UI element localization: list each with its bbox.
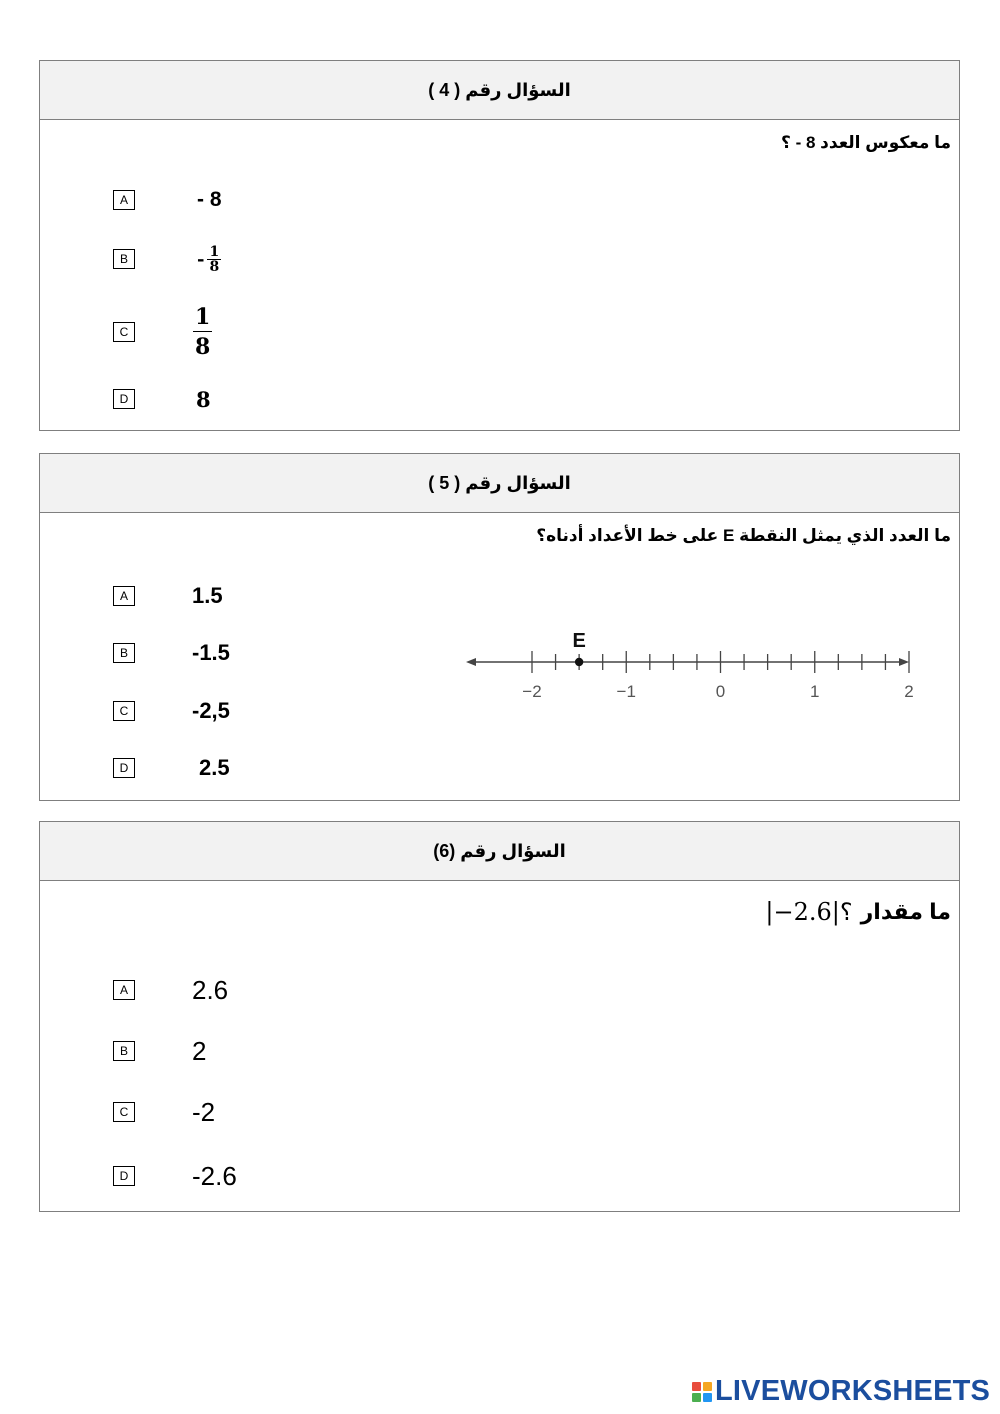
option-letter[interactable]: B	[113, 643, 135, 663]
point-e	[575, 658, 583, 666]
option-d[interactable]	[113, 386, 211, 412]
liveworksheets-logo	[692, 1375, 990, 1408]
question-text	[765, 898, 951, 926]
question-header: السؤال رقم ( 5 )	[40, 454, 959, 513]
fraction-numerator: 1	[209, 243, 220, 260]
option-b[interactable]	[113, 243, 220, 275]
question-text: ما العدد الذي يمثل النقطة E على خط الأعداد أدناه؟	[536, 526, 951, 545]
question-header: السؤال رقم ( 4 )	[40, 61, 959, 120]
option-value: 1.5	[192, 583, 223, 608]
option-value	[197, 245, 221, 274]
option-letter[interactable]: A	[113, 586, 135, 606]
option-letter[interactable]: C	[113, 701, 135, 721]
logo-icon	[692, 1382, 712, 1402]
question-card-6	[39, 821, 960, 1212]
fraction-numerator: 1	[195, 304, 211, 330]
tick-label: 2	[904, 682, 914, 701]
option-a[interactable]	[113, 974, 229, 1005]
question-card-4	[39, 60, 960, 431]
option-value	[193, 306, 212, 358]
option-value: - 8	[197, 188, 222, 211]
option-letter[interactable]: A	[113, 980, 135, 1000]
option-b[interactable]	[113, 640, 230, 666]
option-letter[interactable]: C	[113, 1102, 135, 1122]
option-value: 2.5	[199, 755, 230, 780]
point-e-label: E	[572, 630, 586, 652]
option-value: 2	[192, 1035, 207, 1066]
fraction	[193, 306, 212, 358]
option-a[interactable]	[113, 187, 222, 213]
option-b[interactable]	[113, 1035, 207, 1066]
tick-label: 1	[810, 682, 820, 701]
option-value: -2,5	[192, 698, 230, 723]
arrow-right	[899, 658, 909, 666]
option-value: -2.6	[192, 1160, 237, 1191]
option-c[interactable]	[113, 304, 211, 360]
option-letter[interactable]: A	[113, 190, 135, 210]
option-value: -2	[192, 1096, 216, 1127]
option-value: -1.5	[192, 640, 230, 665]
number-line-labels	[522, 682, 913, 701]
option-letter[interactable]: B	[113, 1041, 135, 1061]
option-letter[interactable]: C	[113, 322, 135, 342]
tick-label: 0	[715, 682, 726, 701]
question-prefix: ما مقدار	[860, 899, 951, 924]
fraction-denominator: 8	[193, 331, 212, 358]
question-card-5	[39, 453, 960, 801]
question-text: ما معكوس العدد 8 - ؟	[781, 133, 951, 152]
minus-sign: -	[197, 248, 205, 270]
question-header: السؤال رقم (6)	[40, 822, 959, 881]
fraction	[207, 245, 221, 274]
option-c[interactable]	[113, 698, 230, 724]
option-c[interactable]	[113, 1096, 216, 1127]
option-letter[interactable]: D	[113, 758, 135, 778]
number-line	[460, 619, 920, 719]
logo-text: LIVEWORKSHEETS	[715, 1375, 991, 1407]
question-expression: |−2.6|؟	[765, 898, 853, 926]
option-letter[interactable]: D	[113, 1166, 135, 1186]
tick-label: −2	[522, 682, 542, 701]
option-d[interactable]	[113, 1160, 237, 1191]
option-a[interactable]	[113, 583, 223, 609]
option-value: 2.6	[192, 974, 229, 1005]
tick-label: −1	[616, 682, 636, 701]
fraction-denominator: 8	[209, 258, 220, 275]
option-d[interactable]	[113, 755, 230, 781]
option-letter[interactable]: D	[113, 389, 135, 409]
option-letter[interactable]: B	[113, 249, 135, 269]
option-value: 8	[196, 386, 211, 412]
arrow-left	[466, 658, 476, 666]
